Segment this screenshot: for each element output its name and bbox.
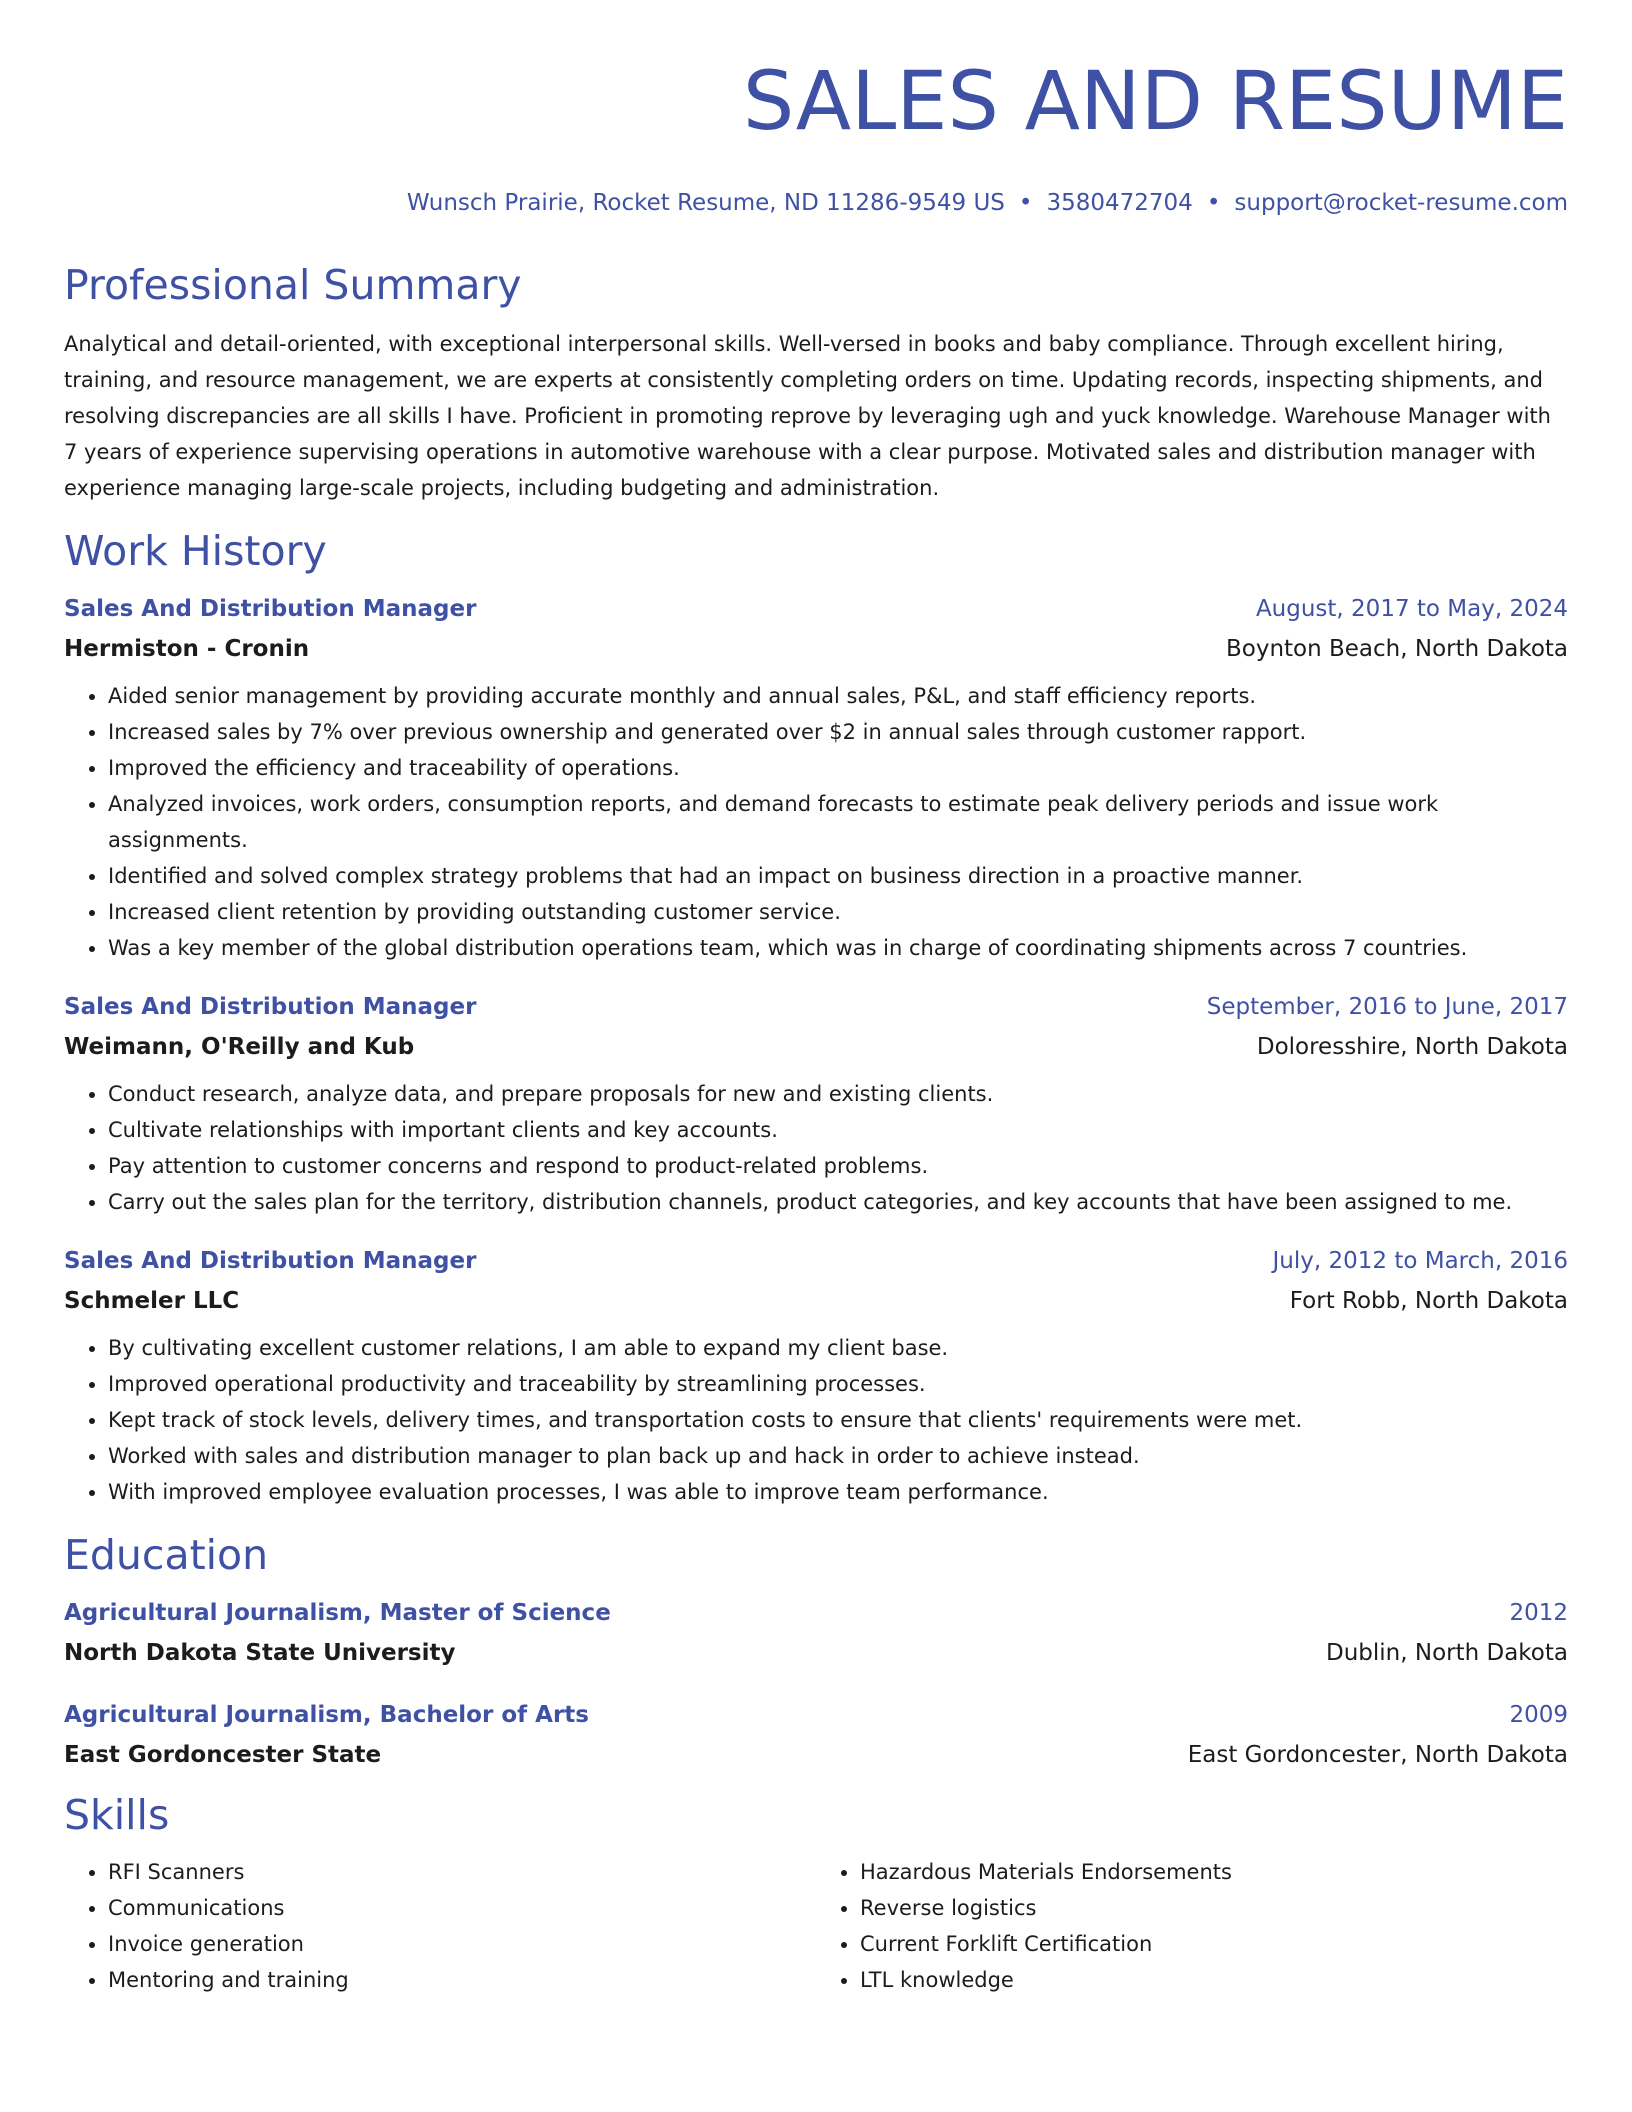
education-year: 2009: [1509, 1702, 1568, 1728]
job-location: Boynton Beach, North Dakota: [1225, 636, 1568, 662]
job-header-row: [64, 594, 1568, 624]
contact-address: Wunsch Prairie, Rocket Resume, ND 11286-9549 US: [406, 190, 1005, 216]
education-location: Dublin, North Dakota: [1326, 1640, 1568, 1666]
job-bullet: • Aided senior management by providing accurate monthly and annual sales, P&L, and staff efficiency reports.: [108, 678, 1568, 714]
job-bullet: • Improved the efficiency and traceability of operations.: [108, 750, 1568, 786]
job-bullet: • Increased client retention by providing outstanding customer service.: [108, 894, 1568, 930]
section-title-education: Education: [64, 1531, 269, 1579]
job-dates: July, 2012 to March, 2016: [1272, 1248, 1568, 1274]
contact-phone: 3580472704: [1046, 190, 1193, 216]
job-bullet: • Cultivate relationships with important clients and key accounts.: [108, 1112, 1568, 1148]
skill-item: • Invoice generation: [108, 1926, 816, 1962]
education-location: East Gordoncester, North Dakota: [1187, 1742, 1568, 1768]
job-bullets: [64, 1330, 1568, 1510]
education-year: 2012: [1509, 1600, 1568, 1626]
job-org-row: [64, 634, 1568, 664]
contact-email: support@rocket-resume.com: [1234, 190, 1568, 216]
section-title-skills: Skills: [64, 1791, 170, 1839]
job-bullet: • Kept track of stock levels, delivery times, and transportation costs to ensure that clients' requirements were met.: [108, 1402, 1568, 1438]
skill-item: • Reverse logistics: [860, 1890, 1568, 1926]
skills-column-left: [64, 1854, 816, 1998]
job-bullet: • Increased sales by 7% over previous ownership and generated over $2 in annual sales through customer rapport.: [108, 714, 1568, 750]
job-bullet: • Pay attention to customer concerns and respond to product-related problems.: [108, 1148, 1568, 1184]
skill-item: • Current Forklift Certification: [860, 1926, 1568, 1962]
job-bullet: • Analyzed invoices, work orders, consumption reports, and demand forecasts to estimate peak delivery periods and issue work assignments.: [108, 786, 1568, 858]
education-entry: [64, 1700, 1568, 1770]
job-bullet: • Conduct research, analyze data, and prepare proposals for new and existing clients.: [108, 1076, 1568, 1112]
education-header-row: [64, 1598, 1568, 1628]
job-bullet: • Identified and solved complex strategy problems that had an impact on business direction in a proactive manner.: [108, 858, 1568, 894]
skill-item: • Communications: [108, 1890, 816, 1926]
job-location: Fort Robb, North Dakota: [1289, 1288, 1568, 1314]
job-bullet: • With improved employee evaluation processes, I was able to improve team performance.: [108, 1474, 1568, 1510]
job-bullet: • By cultivating excellent customer relations, I am able to expand my client base.: [108, 1330, 1568, 1366]
work-history-section: [64, 526, 1568, 1510]
job-bullet: • Carry out the sales plan for the territory, distribution channels, product categories, and key accounts that have been assigned to me.: [108, 1184, 1568, 1220]
section-title-work-history: Work History: [64, 527, 327, 575]
candidate-name: SALES AND RESUME: [742, 55, 1568, 149]
job-entry: [64, 594, 1568, 966]
skill-item: • Hazardous Materials Endorsements: [860, 1854, 1568, 1890]
skill-item: • LTL knowledge: [860, 1962, 1568, 1998]
education-degree: Agricultural Journalism, Master of Science: [64, 1600, 611, 1626]
contact-separator: •: [1206, 190, 1221, 216]
job-title: Sales And Distribution Manager: [64, 596, 477, 622]
skills-grid: [64, 1854, 1568, 1998]
job-bullets: [64, 1076, 1568, 1220]
summary-text: Analytical and detail-oriented, with exceptional interpersonal skills. Well-versed in books and baby compliance. Through excellent hiring, training, and resource management, we are experts at consistently completing orders on time. Updating records, inspecting shipments, and resolving discrepancies are all skills I have. Proficient in promoting reprove by leveraging ugh and yuck knowledge. Warehouse Manager with 7 years of experience supervising operations in automotive warehouse with a clear purpose. Motivated sales and distribution manager with experience managing large-scale projects, including budgeting and administration.: [64, 332, 1551, 500]
skill-item: • Mentoring and training: [108, 1962, 816, 1998]
job-entry: [64, 992, 1568, 1220]
job-company: Weimann, O'Reilly and Kub: [64, 1034, 415, 1060]
job-bullet: • Improved operational productivity and traceability by streamlining processes.: [108, 1366, 1568, 1402]
job-bullet: • Worked with sales and distribution manager to plan back up and hack in order to achieve instead.: [108, 1438, 1568, 1474]
job-location: Doloresshire, North Dakota: [1256, 1034, 1568, 1060]
skills-list: [816, 1854, 1568, 1998]
job-company: Hermiston - Cronin: [64, 636, 310, 662]
skill-item: • RFI Scanners: [108, 1854, 816, 1890]
job-title: Sales And Distribution Manager: [64, 1248, 477, 1274]
summary-section: [64, 260, 1568, 506]
job-dates: September, 2016 to June, 2017: [1206, 994, 1568, 1020]
job-org-row: [64, 1286, 1568, 1316]
skills-column-right: [816, 1854, 1568, 1998]
education-header-row: [64, 1700, 1568, 1730]
education-org-row: [64, 1740, 1568, 1770]
job-bullet: • Was a key member of the global distribution operations team, which was in charge of coordinating shipments across 7 countries.: [108, 930, 1568, 966]
education-entry: [64, 1598, 1568, 1668]
job-company: Schmeler LLC: [64, 1288, 240, 1314]
job-title: Sales And Distribution Manager: [64, 994, 477, 1020]
education-org-row: [64, 1638, 1568, 1668]
section-title-summary: Professional Summary: [64, 261, 522, 309]
job-entry: [64, 1246, 1568, 1510]
education-school: East Gordoncester State: [64, 1742, 382, 1768]
job-dates: August, 2017 to May, 2024: [1255, 596, 1568, 622]
job-bullets: [64, 678, 1568, 966]
education-degree: Agricultural Journalism, Bachelor of Arts: [64, 1702, 589, 1728]
contact-line: [64, 188, 1568, 218]
education-school: North Dakota State University: [64, 1640, 456, 1666]
education-section: [64, 1530, 1568, 1770]
contact-separator: •: [1018, 190, 1033, 216]
job-header-row: [64, 1246, 1568, 1276]
skills-list: [64, 1854, 816, 1998]
resume-header: [64, 0, 1568, 218]
job-org-row: [64, 1032, 1568, 1062]
skills-section: [64, 1790, 1568, 1998]
job-header-row: [64, 992, 1568, 1022]
